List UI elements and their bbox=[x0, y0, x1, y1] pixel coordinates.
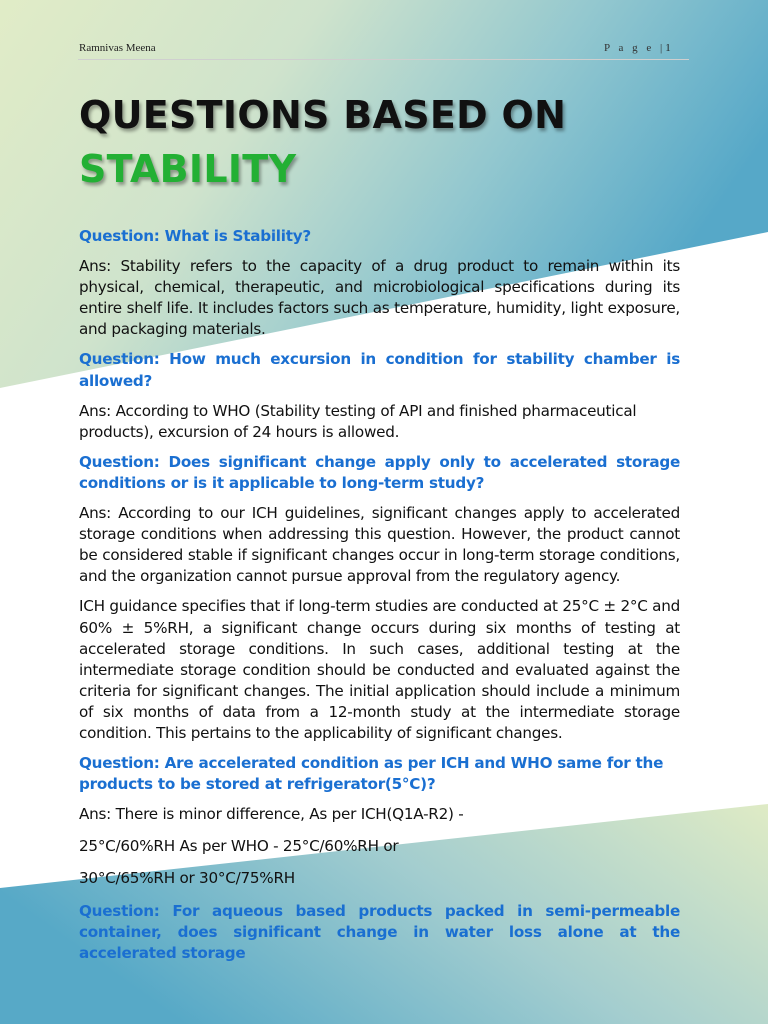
question-heading: Question: How much excursion in condition for stability chamber is allowed? bbox=[79, 350, 680, 390]
answer-paragraph: Ans: According to WHO (Stability testing of API and finished pharmaceutical products), excursion of 24 hours is allowed. bbox=[79, 401, 637, 441]
answer-paragraph: Ans: According to our ICH guidelines, significant changes apply to accelerated storage conditions when addressing this question. However, the product cannot be considered stable if significant changes occur in long-term storage conditions, and the organization cannot pursue approval from the regulatory agency. bbox=[79, 504, 680, 586]
page-number: 1 bbox=[665, 42, 671, 54]
header-rule bbox=[78, 59, 689, 60]
page-label: P a g e | bbox=[604, 42, 666, 54]
page-title-line-1: QUESTIONS BASED ON bbox=[79, 93, 567, 137]
answer-line: 30°C/65%RH or 30°C/75%RH bbox=[79, 869, 295, 888]
answer-paragraph: Ans: Stability refers to the capacity of a drug product to remain within its physical, chemical, therapeutic, and microbiological specifications during its entire shelf life. It includes factors such as temperature, humidity, light exposure, and packaging materials. bbox=[79, 257, 680, 339]
answer-paragraph: ICH guidance specifies that if long-term studies are conducted at 25°C ± 2°C and 60% ± 5%RH, a significant change occurs during six months of testing at accelerated storage conditions. In such cases, additional testing at the intermediate storage condition should be conducted and evaluated against the criteria for significant changes. The initial application should include a minimum of six months of data from a 12-month study at the intermediate storage condition. This pertains to the applicability of significant changes. bbox=[79, 597, 680, 742]
question-heading: Question: For aqueous based products packed in semi-permeable container, does significant change in water loss alone at the accelerated storage bbox=[79, 901, 680, 962]
qa-item-significant-change bbox=[79, 452, 680, 744]
question-heading: Question: Are accelerated condition as per ICH and WHO same for the products to be stored at refrigerator(5°C)? bbox=[79, 754, 664, 794]
qa-item-water-loss bbox=[79, 901, 680, 964]
qa-item-stability-definition bbox=[79, 226, 680, 340]
question-heading: Question: Does significant change apply only to accelerated storage conditions or is it applicable to long-term study? bbox=[79, 452, 680, 492]
page-title-line-2: STABILITY bbox=[79, 147, 297, 191]
qa-item-excursion bbox=[79, 349, 680, 442]
answer-line: Ans: There is minor difference, As per ICH(Q1A-R2) - bbox=[79, 805, 464, 824]
qa-item-refrigerator-conditions bbox=[79, 753, 680, 889]
header-page-indicator bbox=[604, 42, 671, 54]
question-heading: Question: What is Stability? bbox=[79, 227, 311, 245]
document-body bbox=[79, 226, 680, 973]
header-author: Ramnivas Meena bbox=[79, 42, 156, 54]
answer-line: 25°C/60%RH As per WHO - 25°C/60%RH or bbox=[79, 837, 399, 856]
